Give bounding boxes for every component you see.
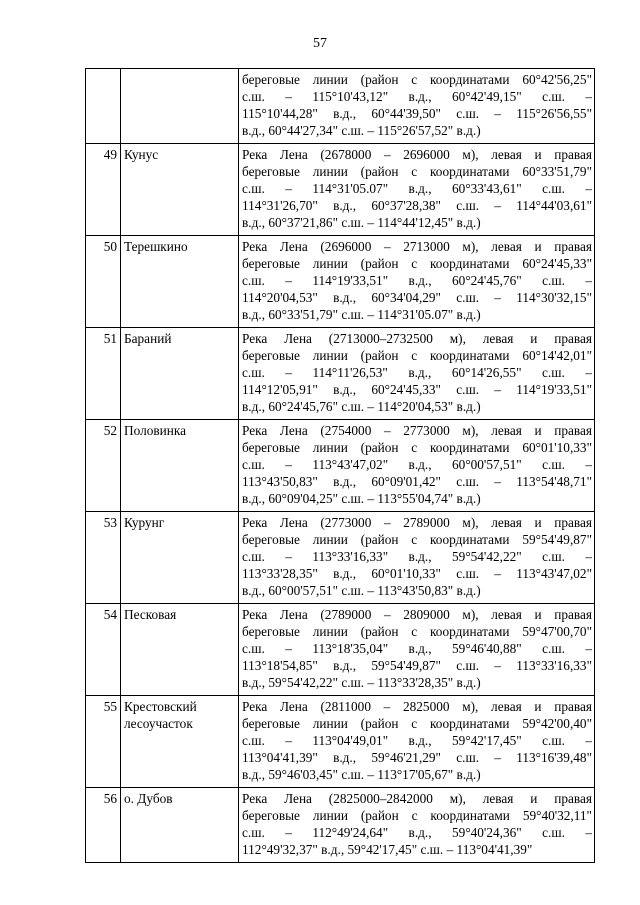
table-row: [86, 69, 595, 144]
section-description: [239, 420, 595, 512]
row-number: 52: [86, 420, 121, 512]
table-row: [86, 236, 595, 328]
section-description: [239, 604, 595, 696]
description-line: береговые линии (район с координатами 59°47'00,70": [242, 624, 592, 639]
description-line: в.д., 59°54'42,22" с.ш. – 113°33'28,35" в.д.): [242, 675, 481, 690]
description-line: с.ш. – 113°33'16,33" в.д., 59°54'42,22" с.ш. –: [242, 549, 592, 564]
section-description: [239, 69, 595, 144]
description-line: береговые линии (район с координатами 59°40'32,11": [242, 808, 592, 823]
description-line: в.д., 60°09'04,25" с.ш. – 113°55'04,74" в.д.): [242, 491, 481, 506]
description-line: 113°04'41,39" в.д., 59°46'21,29" с.ш. – 113°16'39,48": [242, 750, 592, 765]
description-line: в.д., 60°44'27,34" с.ш. – 115°26'57,52" в.д.): [242, 123, 481, 138]
description-line: 113°18'54,85" в.д., 59°54'49,87" с.ш. – 113°33'16,33": [242, 658, 592, 673]
description-line: с.ш. – 113°43'47,02" в.д., 60°00'57,51" с.ш. –: [242, 457, 592, 472]
table-row: [86, 696, 595, 788]
section-description: [239, 144, 595, 236]
section-description: [239, 788, 595, 863]
description-line: 114°20'04,53" в.д., 60°34'04,29" с.ш. – 114°30'32,15": [242, 290, 592, 305]
description-line: в.д., 60°00'57,51" с.ш. – 113°43'50,83" в.д.): [242, 583, 481, 598]
row-number: 55: [86, 696, 121, 788]
description-line: Река Лена (2696000 – 2713000 м), левая и правая: [242, 239, 592, 254]
section-description: [239, 512, 595, 604]
row-number: 50: [86, 236, 121, 328]
row-number: 54: [86, 604, 121, 696]
table-row: [86, 328, 595, 420]
description-line: 115°10'44,28" в.д., 60°44'39,50" с.ш. – 115°26'56,55": [242, 106, 592, 121]
section-name: Кунус: [121, 144, 239, 236]
section-description: [239, 696, 595, 788]
description-line: в.д., 60°37'21,86" с.ш. – 114°44'12,45" в.д.): [242, 215, 481, 230]
table-row: [86, 512, 595, 604]
description-line: с.ш. – 113°18'35,04" в.д., 59°46'40,88" с.ш. –: [242, 641, 592, 656]
description-line: береговые линии (район с координатами 60°33'51,79": [242, 164, 592, 179]
row-number: 51: [86, 328, 121, 420]
description-line: береговые линии (район с координатами 60°14'42,01": [242, 348, 592, 363]
table-row: [86, 604, 595, 696]
river-sections-table: [85, 68, 595, 863]
description-line: береговые линии (район с координатами 59°42'00,40": [242, 716, 592, 731]
description-line: береговые линии (район с координатами 60°01'10,33": [242, 440, 592, 455]
page-number: 57: [313, 36, 327, 51]
description-line: Река Лена (2789000 – 2809000 м), левая и правая: [242, 607, 592, 622]
description-line: береговые линии (район с координатами 59°54'49,87": [242, 532, 592, 547]
row-number: [86, 69, 121, 144]
row-number: 56: [86, 788, 121, 863]
section-description: [239, 328, 595, 420]
description-line: с.ш. – 112°49'24,64" в.д., 59°40'24,36" с.ш. –: [242, 825, 592, 840]
description-line: 114°31'26,70" в.д., 60°37'28,38" с.ш. – 114°44'03,61": [242, 198, 592, 213]
table-body: [86, 69, 595, 863]
description-line: с.ш. – 113°04'49,01" в.д., 59°42'17,45" с.ш. –: [242, 733, 592, 748]
description-line: Река Лена (2811000 – 2825000 м), левая и правая: [242, 699, 592, 714]
description-line: в.д., 60°24'45,76" с.ш. – 114°20'04,53" в.д.): [242, 399, 481, 414]
description-line: в.д., 60°33'51,79" с.ш. – 114°31'05.07" в.д.): [242, 307, 481, 322]
description-line: 113°33'28,35" в.д., 60°01'10,33" с.ш. – 113°43'47,02": [242, 566, 592, 581]
description-line: с.ш. – 114°19'33,51" в.д., 60°24'45,76" с.ш. –: [242, 273, 592, 288]
row-number: 49: [86, 144, 121, 236]
description-line: Река Лена (2773000 – 2789000 м), левая и правая: [242, 515, 592, 530]
section-name: Бараний: [121, 328, 239, 420]
table-row: [86, 420, 595, 512]
section-name: Курунг: [121, 512, 239, 604]
description-line: Река Лена (2825000–2842000 м), левая и правая: [242, 791, 592, 806]
description-line: Река Лена (2713000–2732500 м), левая и правая: [242, 331, 592, 346]
description-line: в.д., 59°46'03,45" с.ш. – 113°17'05,67" в.д.): [242, 767, 481, 782]
table-row: [86, 144, 595, 236]
table-row: [86, 788, 595, 863]
description-line: с.ш. – 114°31'05.07" в.д., 60°33'43,61" с.ш. –: [242, 181, 592, 196]
section-name: Терешкино: [121, 236, 239, 328]
description-line: береговые линии (район с координатами 60°42'56,25": [242, 72, 592, 87]
section-name: Песковая: [121, 604, 239, 696]
description-line: 113°43'50,83" в.д., 60°09'01,42" с.ш. – 113°54'48,71": [242, 474, 592, 489]
section-description: [239, 236, 595, 328]
description-line: Река Лена (2754000 – 2773000 м), левая и правая: [242, 423, 592, 438]
description-line: с.ш. – 115°10'43,12" в.д., 60°42'49,15" с.ш. –: [242, 89, 592, 104]
section-name: Половинка: [121, 420, 239, 512]
description-line: с.ш. – 114°11'26,53" в.д., 60°14'26,55" с.ш. –: [242, 365, 592, 380]
section-name: Крестовский лесоучасток: [121, 696, 239, 788]
description-line: 114°12'05,91" в.д., 60°24'45,33" с.ш. – 114°19'33,51": [242, 382, 592, 397]
description-line: береговые линии (район с координатами 60°24'45,33": [242, 256, 592, 271]
description-line: 112°49'32,37" в.д., 59°42'17,45" с.ш. – 113°04'41,39": [242, 842, 533, 857]
section-name: [121, 69, 239, 144]
description-line: Река Лена (2678000 – 2696000 м), левая и правая: [242, 147, 592, 162]
section-name: о. Дубов: [121, 788, 239, 863]
row-number: 53: [86, 512, 121, 604]
